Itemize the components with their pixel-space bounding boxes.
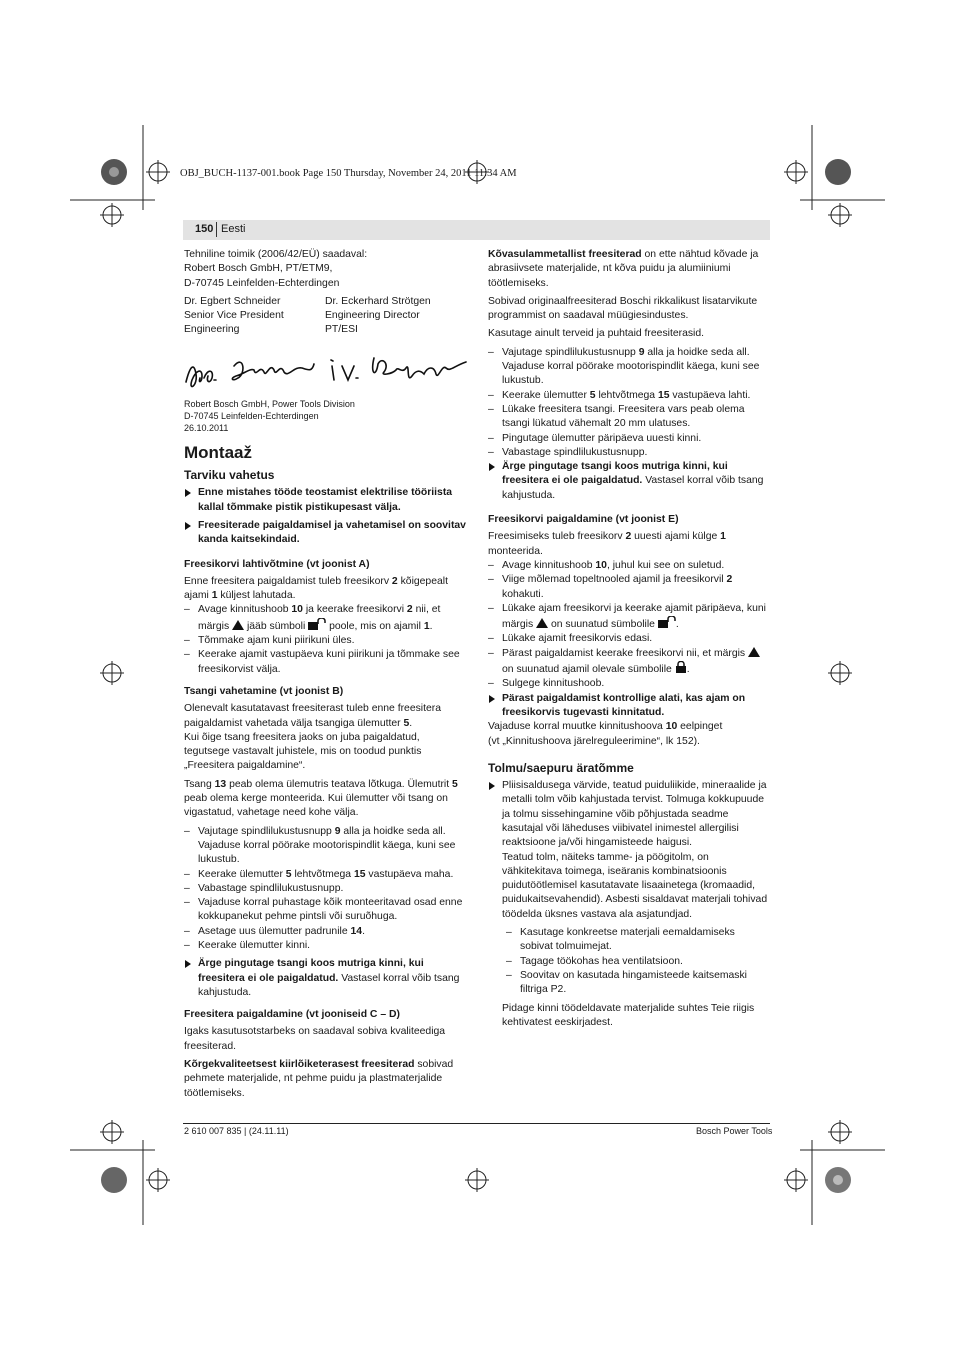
- list-item: – Viige mõlemad topeltnooled ajamil ja freesikorvil 2 kohakuti.: [488, 573, 770, 602]
- paragraph: Kasutage ainult terveid ja puhtaid freesiterasid.: [488, 328, 705, 340]
- footer-divider: [183, 1123, 770, 1124]
- list-item: – Tõmmake ajam kuni piirikuni üles.: [184, 634, 466, 648]
- warning-item: Ärge pingutage tsangi koos mutriga kinni, kui freesitera ei ole paigaldatud. Vastasel korral võib tsang kahjustuda.: [184, 957, 466, 1000]
- procedure-heading: Tsangi vahetamine (vt joonist B): [184, 685, 344, 697]
- arrow-icon: [185, 522, 191, 530]
- list-item: – Keerake ajamit vastupäeva kuni piirikuni ja tõmmake see freesikorvist välja.: [184, 648, 466, 677]
- arrow-icon: [489, 463, 495, 471]
- paragraph: Freesimiseks tuleb freesikorv 2 uuesti ajami külge 1 monteerida.: [488, 531, 726, 557]
- warning-item: Freesiterade paigaldamisel ja vahetamisel on soovitav kanda kaitsekindaid.: [184, 519, 466, 548]
- triangle-marker-icon: [536, 618, 548, 628]
- footer-doc-number: 2 610 007 835 | (24.11.11): [184, 1126, 289, 1136]
- signer-title: Senior Vice President: [184, 310, 284, 322]
- list-item: – Vajutage spindlilukustusnupp 9 alla ja hoidke seda all. Vajaduse korral pöörake mootorispindlit käega, kuni see lukustub.: [184, 825, 466, 868]
- list-item: – Sulgege kinnitushoob.: [488, 677, 770, 691]
- tech-file-line: Robert Bosch GmbH, PT/ETM9,: [184, 263, 333, 275]
- list-item: – Pärast paigaldamist keerake freesikorvi nii, et märgis on suunatud ajamil olevale sümbolile .: [488, 647, 770, 678]
- paragraph: Olenevalt kasutatavast freesiterast tuleb enne freesitera paigaldamist vahetada välja tsangiga ülemutter 5.: [184, 703, 442, 729]
- closed-lock-icon: [675, 661, 687, 673]
- paragraph: Enne freesitera paigaldamist tuleb freesikorv 2 kõigepealt ajami 1 küljest lahutada.: [184, 575, 448, 602]
- list-item: – Keerake ülemutter 5 lehtvõtmega 15 vastupäeva maha.: [184, 868, 466, 882]
- print-header: OBJ_BUCH-1137-001.book Page 150 Thursday, November 24, 2011 11:34 AM: [180, 168, 517, 179]
- list-item: – Vabastage spindlilukustusnupp.: [184, 882, 466, 896]
- open-lock-icon: [308, 618, 326, 630]
- footer-brand: Bosch Power Tools: [696, 1126, 773, 1136]
- signer-dept: Engineering: [184, 324, 240, 336]
- paragraph: Tsang 13 peab olema ülemutris teatava lõtkuga. Ülemutrit 5 peab olema kerge monteerida. Kui ülemutter või tsang on vigastatud, vahetage need kohe välja.: [184, 778, 458, 819]
- warning-item: Pliisisaldusega värvide, teatud puiduliikide, mineraalide ja metalli tolm võib kahjustada tervist. Tolmuga kokkupuude ja tolmu sissehingamine võib põhjustada seadme kasutajal või läheduses viibivatel inimestel allergilisi reaktsioone ja/või hingamisteede haigusi.: [488, 779, 770, 850]
- page-number: 150: [195, 223, 214, 235]
- list-item: – Pingutage ülemutter päripäeva uuesti kinni.: [488, 432, 770, 446]
- list-item: – Soovitav on kasutada hingamisteede kaitsemaski filtriga P2.: [488, 969, 770, 998]
- signer-2: [325, 295, 466, 338]
- list-item: – Vajutage spindlilukustusnupp 9 alla ja hoidke seda all. Vajaduse korral pöörake mootorispindlit käega, kuni see lukustub.: [488, 346, 770, 389]
- procedure-heading: Freesikorvi lahtivõtmine (vt joonist A): [184, 558, 370, 570]
- arrow-icon: [489, 782, 495, 790]
- section-title: Montaaž: [184, 442, 252, 462]
- list-item: – Vabastage spindlilukustusnupp.: [488, 446, 770, 460]
- list-item: – Keerake ülemutter 5 lehtvõtmega 15 vastupäeva lahti.: [488, 389, 770, 403]
- warning-item: Pärast paigaldamist kontrollige alati, kas ajam on freesikorvis tugevasti kinnitatud.: [488, 692, 770, 721]
- subsection-heading: Tolmu/saepuru äratõmme: [488, 760, 634, 775]
- paragraph: Teatud tolm, näiteks tamme- ja pöögitolm, on vähkitekitava toimega, iseäranis kombinatsioonis puidutöötlemisel kasutatavate lisaainetega (kromaadid, puidukaitsevahendid). Asbesti sisaldavat materjali tohivad töödelda üksnes vastava ala asjatundjad.: [502, 851, 768, 920]
- page-language: Eesti: [221, 223, 246, 235]
- triangle-marker-icon: [232, 620, 244, 630]
- handwritten-signatures: [184, 344, 469, 394]
- signers: [184, 295, 466, 338]
- paragraph: Sobivad originaalfreesiterad Boschi rikkalikust lisatarvikute programmist on saadaval müügiesindustes.: [488, 295, 758, 322]
- list-item: – Kasutage konkreetse materjali eemaldamiseks sobivat tolmuimejat.: [488, 926, 770, 955]
- signer-dept: PT/ESI: [325, 324, 358, 336]
- company-line: D-70745 Leinfelden-Echterdingen: [184, 410, 319, 421]
- paragraph: Igaks kasutusotstarbeks on saadaval sobiva kvaliteediga freesiterad.: [184, 1026, 446, 1052]
- list-item: – Tagage töökohas hea ventilatsioon.: [488, 955, 770, 969]
- divider: [216, 222, 217, 237]
- list-item: – Keerake ülemutter kinni.: [184, 939, 466, 953]
- paragraph: Kõvasulammetallist freesiterad on ette nähtud kõvade ja abrasiivsete materjalide, nt kõva puidu ja alumiiniumi töötlemiseks.: [488, 249, 759, 289]
- signer-name: Dr. Eckerhard Strötgen: [325, 295, 431, 307]
- signer-name: Dr. Egbert Schneider: [184, 295, 281, 307]
- list-item: – Lükake ajamit freesikorvis edasi.: [488, 632, 770, 646]
- paragraph: Pidage kinni töödeldavate materjalide suhtes Teie riigis kehtivatest eeskirjadest.: [502, 1002, 755, 1028]
- tech-file-line: Tehniline toimik (2006/42/EÜ) saadaval:: [184, 249, 368, 260]
- tech-file-line: D-70745 Leinfelden-Echterdingen: [184, 277, 340, 289]
- page-header-bar: [183, 220, 770, 240]
- procedure-heading: Freesitera paigaldamine (vt jooniseid C – D): [184, 1009, 400, 1021]
- company-line: 26.10.2011: [184, 422, 229, 433]
- paragraph: (vt „Kinnitushoova järelreguleerimine“, lk 152).: [488, 735, 700, 747]
- paragraph: Vajaduse korral muutke kinnitushoova 10 eelpinget: [488, 721, 723, 733]
- list-item: – Avage kinnitushoob 10, juhul kui see on suletud.: [488, 559, 770, 573]
- subsection-heading: Tarviku vahetus: [184, 468, 275, 483]
- right-column: [488, 248, 770, 1030]
- left-column: [184, 248, 466, 1101]
- company-line: Robert Bosch GmbH, Power Tools Division: [184, 398, 355, 409]
- list-item: – Lükake ajam freesikorvi ja keerake ajamit päripäeva, kuni märgis on suunatud sümbolile .: [488, 602, 770, 633]
- procedure-heading: Freesikorvi paigaldamine (vt joonist E): [488, 514, 679, 526]
- list-item: – Lükake freesitera tsangi. Freesitera vars peab olema tsangi lükatud vähemalt 20 mm ulatuses.: [488, 403, 770, 432]
- triangle-marker-icon: [748, 647, 760, 657]
- signer-title: Engineering Director: [325, 310, 420, 322]
- arrow-icon: [489, 695, 495, 703]
- open-lock-icon: [658, 616, 676, 628]
- arrow-icon: [185, 960, 191, 968]
- paragraph: Kui õige tsang freesitera jaoks on juba paigaldatud, tegutsege vastavalt juhistele, mis on toodud punktis „Freesitera paigaldamine“.: [184, 731, 422, 772]
- arrow-icon: [185, 489, 191, 497]
- warning-item: Ärge pingutage tsangi koos mutriga kinni, kui freesitera ei ole paigaldatud. Vastasel korral võib tsang kahjustuda.: [488, 460, 770, 503]
- list-item: – Avage kinnitushoob 10 ja keerake freesikorvi 2 nii, et märgis jääb sümboli poole, mis on ajamil 1.: [184, 603, 466, 634]
- paragraph: Kõrgekvaliteetsest kiirlõiketerasest freesiterad sobivad pehmete materjalide, nt pehme puidu ja plastmaterjalide töötlemiseks.: [184, 1059, 454, 1099]
- warning-item: Enne mistahes tööde teostamist elektrilise tööriista kallal tõmmake pistik pistikupesast välja.: [184, 486, 466, 515]
- list-item: – Asetage uus ülemutter padrunile 14.: [184, 925, 466, 939]
- list-item: – Vajaduse korral puhastage kõik monteeritavad osad enne kokkupanekut pehme pintsli või suruõhuga.: [184, 896, 466, 925]
- signer-1: [184, 295, 325, 338]
